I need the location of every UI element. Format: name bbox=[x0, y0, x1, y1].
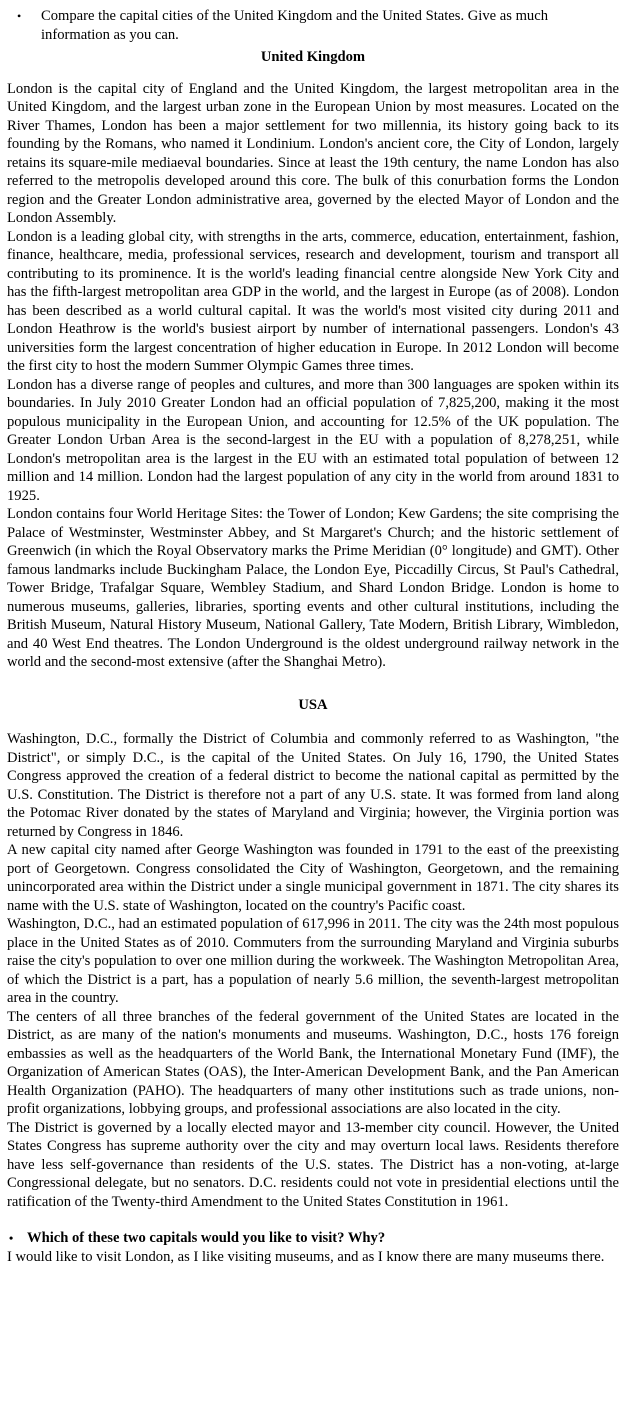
bullet-icon: • bbox=[17, 9, 22, 23]
usa-paragraph: A new capital city named after George Washington was founded in 1791 to the east of the preexisting port of Georgetown. Congress consolidated the City of Washington, Georgetown, and the remaining unincorporated area within the District under a single municipal government in 1871. The city shares its name with the U.S. state of Washington, located on the country's Pacific coast. bbox=[7, 842, 619, 914]
usa-paragraph: The centers of all three branches of the federal government of the United States are located in the District, as are many of the nation's monuments and museums. Washington, D.C., hosts 176 foreign embassies as well as the headquarters of the World Bank, the International Monetary Fund (IMF), the Organization of American States (OAS), the Inter-American Development Bank, and the Pan American Health Organization (PAHO). The headquarters of many other institutions such as trade unions, non-profit organizations, lobbying groups, and professional associations are also located in the city. bbox=[7, 1008, 619, 1117]
usa-paragraph: Washington, D.C., had an estimated population of 617,996 in 2011. The city was the 24th most populous place in the United States as of 2010. Commuters from the surrounding Maryland and Virginia suburbs raise the city's population to over one million during the workweek. The Washington Metropolitan Area, of which the District is a part, has a population of nearly 5.6 million, the seventh-largest metropolitan area in the country. bbox=[7, 916, 619, 1006]
question-item bbox=[7, 1229, 619, 1248]
uk-paragraph: London has a diverse range of peoples and cultures, and more than 300 languages are spoken within its boundaries. In July 2010 Greater London had an official population of 7,825,200, making it the most populous municipality in the European Union, and accounting for 12.5% of the UK population. The Greater London Urban Area is the second-largest in the EU with a population of 8,278,251, while London's metropolitan area is the largest in the EU with an estimated total population of between 12 million and 14 million. London had the largest population of any city in the world from around 1831 to 1925. bbox=[7, 376, 619, 504]
uk-paragraph: London contains four World Heritage Sites: the Tower of London; Kew Gardens; the site comprising the Palace of Westminster, Westminster Abbey, and St Margaret's Church; and the historic settlement of Greenwich (in which the Royal Observatory marks the Prime Meridian (0° longitude) and GMT). Other famous landmarks include Buckingham Palace, the London Eye, Piccadilly Circus, St Paul's Cathedral, Tower Bridge, Trafalgar Square, Wembley Stadium, and Shard London Bridge. London is home to numerous museums, galleries, libraries, sporting events and other cultural institutions, including the British Museum, Natural History Museum, National Gallery, Tate Modern, British Library, Wimbledon, and 40 West End theatres. The London Underground is the oldest underground railway network in the world and the second-most extensive (after the Shanghai Metro). bbox=[7, 506, 619, 670]
uk-paragraph: London is the capital city of England and the United Kingdom, the largest metropolitan area in the United Kingdom, and the largest urban zone in the European Union by most measures. Located on the River Thames, London has been a major settlement for two millennia, its history going back to its founding by the Romans, who named it Londinium. London's ancient core, the City of London, largely retains its square-mile mediaeval boundaries. Since at least the 19th century, the name London has also referred to the metropolis developed around this core. The bulk of this conurbation forms the London region and the Greater London administrative area, governed by the elected Mayor of London and the London Assembly. bbox=[7, 80, 619, 226]
uk-paragraph: London is a leading global city, with strengths in the arts, commerce, education, entertainment, fashion, finance, healthcare, media, professional services, research and development, tourism and transport all contributing to its prominence. It is the world's leading financial centre alongside New York City and has the fifth-largest metropolitan area GDP in the world, and the largest in Europe (as of 2008). London has been described as a world cultural capital. It was the world's most visited city during 2011 and London Heathrow is the world's busiest airport by number of international passengers. London's 43 universities form the largest concentration of higher education in Europe. In 2012 London will become the first city to host the modern Summer Olympic Games three times. bbox=[7, 228, 619, 374]
usa-paragraph: Washington, D.C., formally the District of Columbia and commonly referred to as Washington, "the District", or simply D.C., is the capital of the United States. On July 16, 1790, the United States Congress approved the creation of a federal district to become the national capital as permitted by the U.S. Constitution. The District is therefore not a part of any U.S. state. It was formed from land along the Potomac River donated by the states of Maryland and Virginia; however, the Virginia portion was returned by Congress in 1846. bbox=[7, 731, 619, 840]
task-prompt-text: Compare the capital cities of the United Kingdom and the United States. Give as much information as you can. bbox=[41, 8, 549, 43]
usa-paragraph: The District is governed by a locally elected mayor and 13-member city council. However, the United States Congress has supreme authority over the city and may overturn local laws. Residents therefore have less self-governance than residents of the U.S. states. The District has a non-voting, at-large Congressional delegate, but no senators. D.C. residents could not vote in presidential elections until the ratification of the Twenty-third Amendment to the United States Constitution in 1961. bbox=[7, 1119, 619, 1210]
task-prompt-item bbox=[7, 7, 619, 44]
uk-heading: United Kingdom bbox=[260, 49, 366, 65]
usa-section bbox=[7, 730, 619, 1211]
bullet-icon: • bbox=[9, 1231, 14, 1245]
answer-text: I would like to visit London, as I like visiting museums, and as I know there are many museums there. bbox=[7, 1248, 605, 1265]
question-text: Which of these two capitals would you like to visit? Why? bbox=[27, 1230, 386, 1246]
uk-section bbox=[7, 80, 619, 672]
usa-heading: USA bbox=[298, 696, 328, 713]
